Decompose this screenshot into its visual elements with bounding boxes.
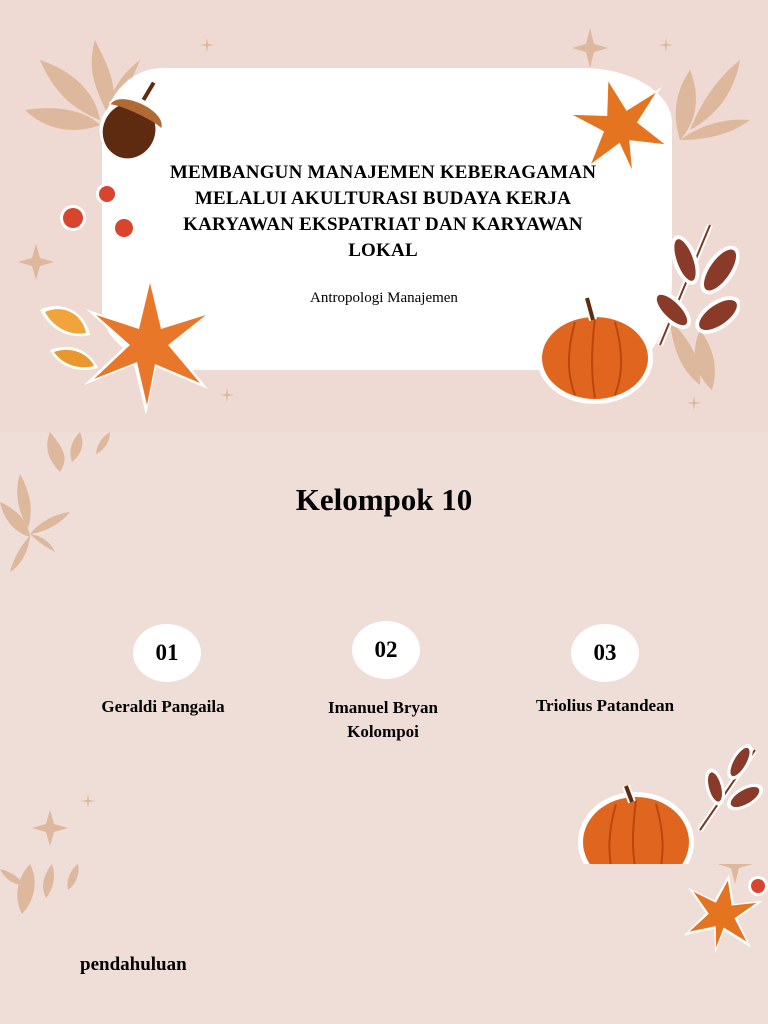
member-name: Triolius Patandean <box>535 696 675 715</box>
group-title: Kelompok 10 <box>295 482 473 517</box>
introduction-slide <box>0 864 768 1024</box>
title-slide <box>0 0 768 432</box>
berries-icon <box>55 180 145 245</box>
member-number-badge: 03 <box>571 624 639 682</box>
autumn-leaf-icon <box>30 280 230 415</box>
section-title: pendahuluan <box>80 954 187 975</box>
sparkle-icon <box>715 864 765 886</box>
member-number-badge: 02 <box>352 621 420 679</box>
background-leaves-decoration <box>0 864 100 934</box>
pumpkin-icon <box>535 290 660 410</box>
sparkle-icon <box>20 792 110 862</box>
pumpkin-icon <box>570 742 768 864</box>
group-slide <box>0 432 768 864</box>
presentation-title: MEMBANGUN MANAJEMEN KEBERAGAMAN MELALUI AKULTURASI BUDAYA KERJA KARYAWAN EKSPATRIAT DAN KARYAWAN LOKAL <box>169 162 597 261</box>
course-subtitle: Antropologi Manajemen <box>310 290 458 306</box>
acorn-icon <box>85 58 185 173</box>
member-number-badge: 01 <box>133 624 201 682</box>
member-name: Geraldi Pangaila <box>101 697 225 716</box>
member-name: Imanuel Bryan Kolompoi <box>327 698 439 741</box>
